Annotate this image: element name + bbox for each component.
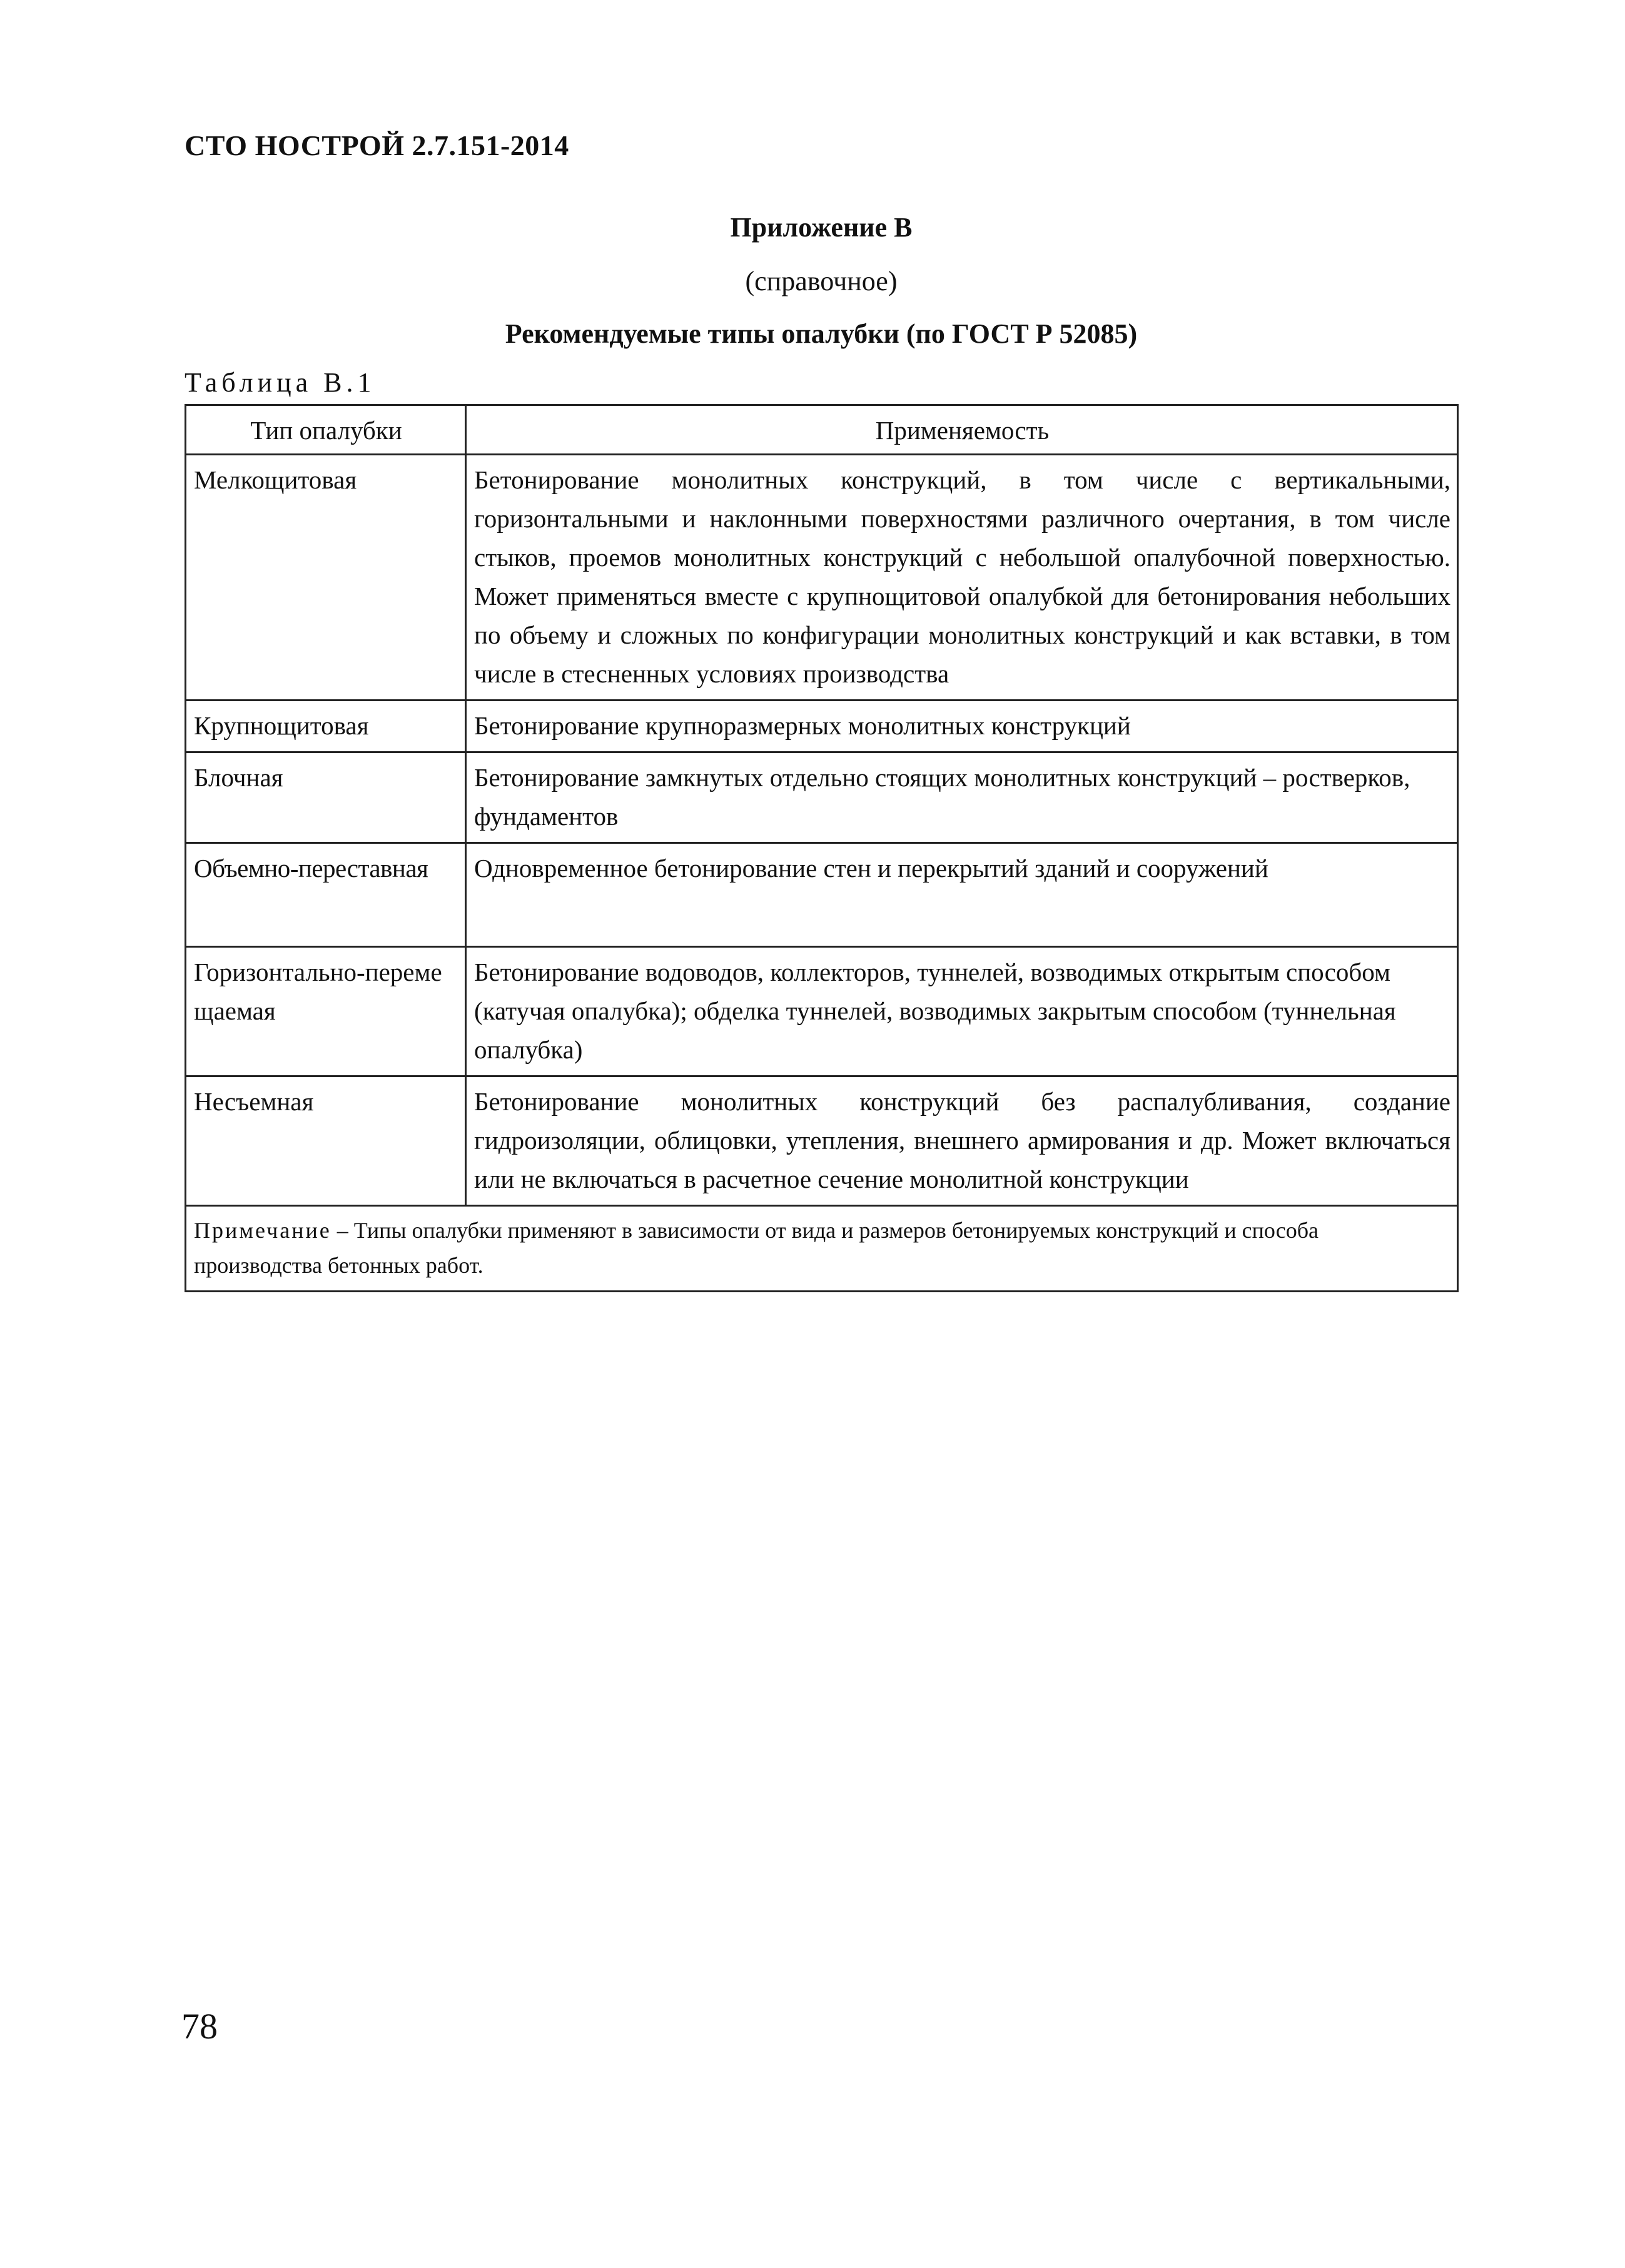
document-code: СТО НОСТРОЙ 2.7.151-2014 bbox=[185, 129, 569, 161]
note-label: Примечание bbox=[194, 1218, 332, 1243]
table-note bbox=[186, 1206, 1458, 1292]
appendix-title: Приложение В bbox=[730, 212, 913, 243]
cell-type bbox=[186, 947, 466, 1076]
formwork-types-table bbox=[185, 404, 1459, 1292]
table-row bbox=[186, 843, 1458, 947]
cell-usage: Бетонирование монолитных конструкций без распалубливания, создание гидроизоляции, облицовки, утепления, внешнего армирования и др. Может включаться или не включаться в расчетное сечение монолитной конструкции bbox=[466, 1076, 1458, 1206]
cell-type: Мелкощитовая bbox=[186, 455, 466, 701]
cell-type: Несъемная bbox=[186, 1076, 466, 1206]
cell-type: Объемно-переставная bbox=[186, 843, 466, 947]
cell-usage: Бетонирование крупноразмерных монолитных конструкций bbox=[466, 701, 1458, 752]
cell-usage: Бетонирование водоводов, коллекторов, туннелей, возводимых открытым способом (катучая опалубка); обделка туннелей, возводимых закрытым способом (туннельная опалубка) bbox=[466, 947, 1458, 1076]
table-header-row bbox=[186, 405, 1458, 455]
table-row bbox=[186, 752, 1458, 843]
table-row bbox=[186, 455, 1458, 701]
table-row bbox=[186, 947, 1458, 1076]
appendix-heading: Рекомендуемые типы опалубки (по ГОСТ Р 52085) bbox=[505, 318, 1138, 349]
cell-usage: Бетонирование монолитных конструкций, в том числе с вертикальными, горизонтальными и наклонными поверхностями различного очертания, в том числе стыков, проемов монолитных конструкций с небольшой опалубочной поверхностью. Может применяться вместе с крупнощитовой опалубкой для бетонирования небольших по объему и сложных по конфигурации монолитных конструкций и как вставки, в том числе в стесненных условиях производства bbox=[466, 455, 1458, 701]
column-header-type: Тип опалубки bbox=[186, 405, 466, 455]
table-row bbox=[186, 1076, 1458, 1206]
column-header-usage: Применяемость bbox=[466, 405, 1458, 455]
page-number: 78 bbox=[181, 2006, 218, 2047]
table-caption: Таблица В.1 bbox=[185, 367, 376, 398]
cell-type-text: Горизонтально-перемещаемая bbox=[194, 958, 442, 1025]
cell-type: Блочная bbox=[186, 752, 466, 843]
note-text: – Типы опалубки применяют в зависимости от вида и размеров бетонируемых конструкций и способа производства бетонных работ. bbox=[194, 1218, 1319, 1278]
appendix-kind: (справочное) bbox=[745, 266, 898, 296]
cell-usage: Одновременное бетонирование стен и перекрытий зданий и сооружений bbox=[466, 843, 1458, 947]
table-note-row bbox=[186, 1206, 1458, 1292]
cell-type: Крупнощитовая bbox=[186, 701, 466, 752]
table-row bbox=[186, 701, 1458, 752]
cell-usage: Бетонирование замкнутых отдельно стоящих монолитных конструкций – ростверков, фундаментов bbox=[466, 752, 1458, 843]
